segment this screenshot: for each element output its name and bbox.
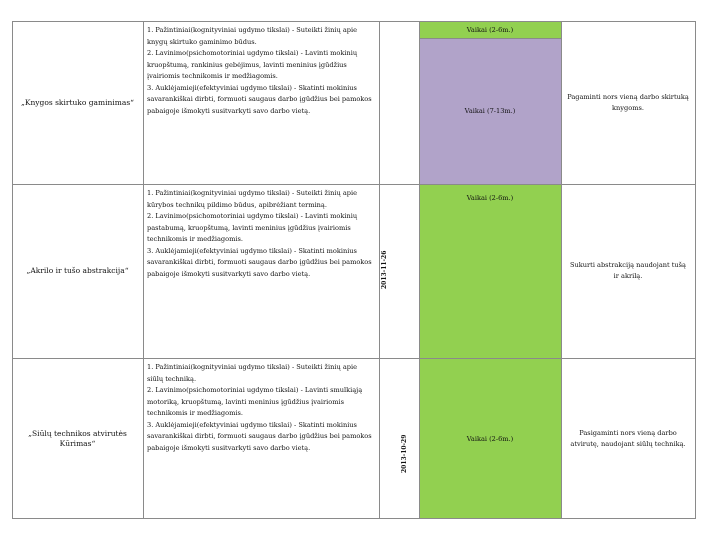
row-1-title: „Knygos skirtuko gaminimas“ xyxy=(20,97,135,107)
goal-psychomotor: 2. Lavinimo(psichomotoriniai ugdymo tikslai) - Lavinti smulkiąją motoriką, kruopštumą, lavinti meninius įgūdžius įvairiomis technikomis ir medžiagomis. xyxy=(147,386,363,417)
row-1-group-b: Vaikai (7-13m.) xyxy=(464,107,516,115)
row-1-goals xyxy=(143,21,379,184)
goal-psychomotor: 2. Lavinimo(psichomotoriniai ugdymo tikslai) - Lavinti mokinių kruopštumą, rankinius gebėjimus, lavinti meninius įgūdžius įvairiomis technikomis ir medžiagomis. xyxy=(147,49,358,80)
row-2-group: Vaikai (2-6m.) xyxy=(466,194,514,202)
lesson-plan-table xyxy=(12,21,696,519)
row-2-title: „Akrilo ir tušo abstrakcija“ xyxy=(26,266,129,275)
row-3-date: 2013-10-29 xyxy=(401,434,408,473)
row-3-result: Pasigaminti nors vieną darbo atvirutę, naudojant siūlų techniką. xyxy=(570,428,686,448)
row-2-goals xyxy=(143,184,379,358)
row-3-goals xyxy=(143,358,379,519)
goal-affective: 3. Auklėjamieji(efektyviniai ugdymo tikslai) - Skatinti mokinius savarankiškai dirbti, formuoti saugaus darbo įgūdžius bei pamokos pabaigoje išmokyti susitvarkyti savo darbo vietą. xyxy=(147,246,372,278)
grid-line xyxy=(379,21,380,519)
row-3-group: Vaikai (2-6m.) xyxy=(466,434,514,443)
goal-affective: 3. Auklėjamieji(efektyviniai ugdymo tikslai) - Skatinti mokinius savarankiškai dirbti, formuoti saugaus darbo įgūdžius bei pamokos pabaigoje išmokyti susitvarkyti savo darbo vietą. xyxy=(147,420,372,452)
grid-line xyxy=(695,21,696,519)
row-2-result: Sukurti abstrakciją naudojant tušą ir akrilą. xyxy=(570,261,686,280)
row-2-date: 2013-11-26 xyxy=(381,250,388,289)
row-3-title: „Siūlų technikos atvirutės Kūrimas“ xyxy=(28,428,127,448)
goal-cognitive: 1. Pažintiniai(kognityviniai ugdymo tikslai) - Suteikti žinių apie knygų skirtuko gaminimo būdus. xyxy=(147,26,357,46)
row-1-group-a: Vaikai (2-6m.) xyxy=(466,25,514,34)
goal-psychomotor: 2. Lavinimo(psichomotoriniai ugdymo tikslai) - Lavinti mokinių pastabumą, kruopštumą, lavinti meninius įgūdžius įvairiomis technikomis ir medžiagomis. xyxy=(147,212,358,243)
goal-cognitive: 1. Pažintiniai(kognityviniai ugdymo tikslai) - Suteikti žinių apie siūlų techniką. xyxy=(147,363,357,383)
goal-cognitive: 1. Pažintiniai(kognityviniai ugdymo tikslai) - Suteikti žinių apie kūrybos technikų pildimo būdus, apibrėžiant terminą. xyxy=(147,189,357,209)
row-1-result: Pagaminti nors vieną darbo skirtuką knygoms. xyxy=(567,92,689,112)
goal-affective: 3. Auklėjamieji(efektyviniai ugdymo tikslai) - Skatinti mokinius savarankiškai dirbti, formuoti saugaus darbo įgūdžius bei pamokos pabaigoje išmokyti susitvarkyti savo darbo vietą. xyxy=(147,83,372,115)
